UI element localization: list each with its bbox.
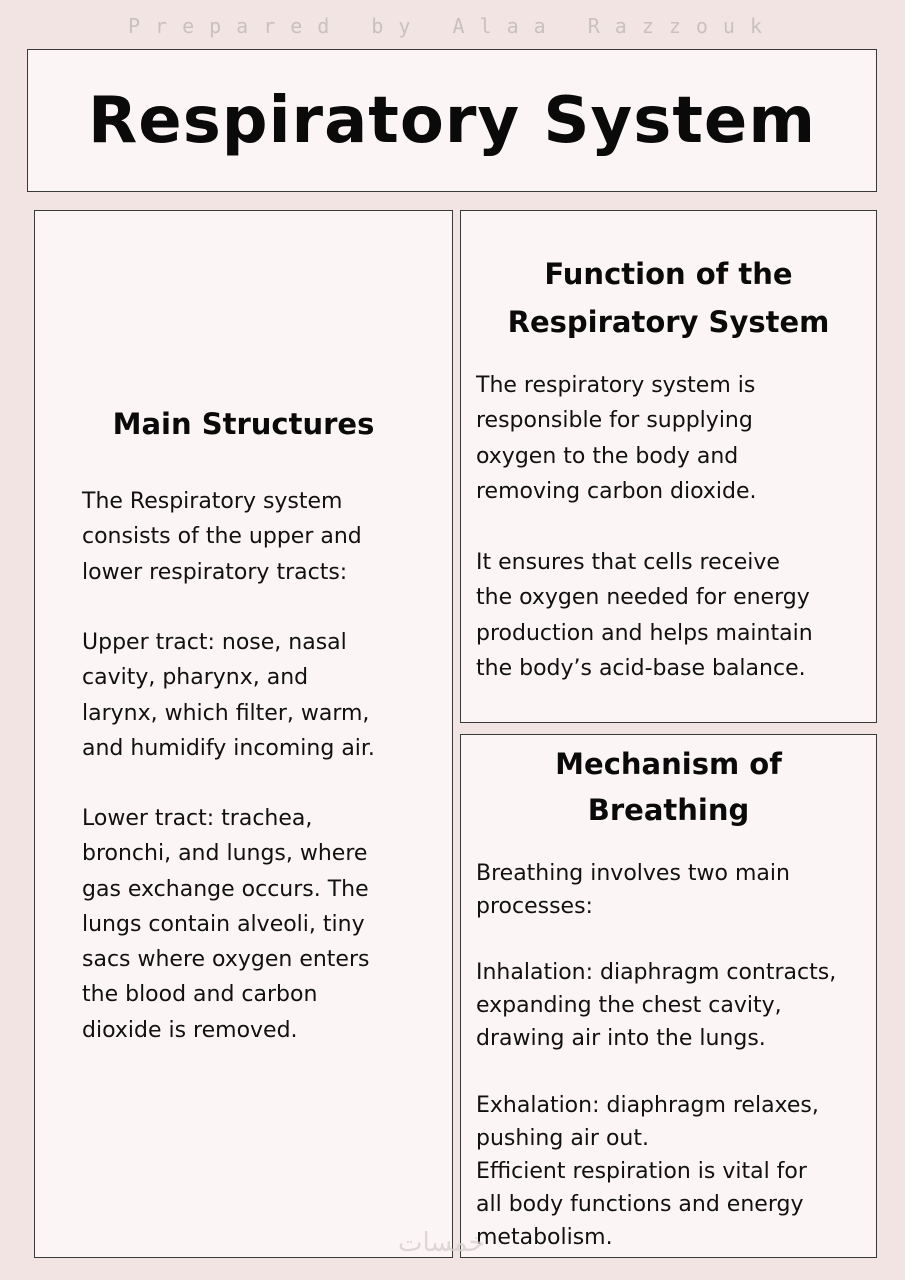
main-structures-panel xyxy=(34,210,453,1258)
title-box xyxy=(27,49,877,192)
main-structures-upper-tract: Upper tract: nose, nasal cavity, pharynx, and larynx, which filter, warm, and humidify incoming air. xyxy=(82,630,375,761)
mechanism-heading-line-1: Mechanism of xyxy=(555,747,782,781)
page-title: Respiratory System xyxy=(88,83,816,158)
main-structures-lower-tract: Lower tract: trachea, bronchi, and lungs, where gas exchange occurs. The lungs contain alveoli, tiny sacs where oxygen enters the blood and carbon dioxide is removed. xyxy=(82,806,370,1043)
function-panel xyxy=(460,210,877,723)
watermark: خمسات xyxy=(398,1228,485,1258)
main-structures-heading: Main Structures xyxy=(112,407,375,441)
function-heading-line-1: Function of the xyxy=(544,257,793,291)
mechanism-heading-line-2: Breathing xyxy=(587,793,750,827)
function-paragraph-1: The respiratory system is responsible for supplying oxygen to the body and removing carbon dioxide. xyxy=(476,373,757,504)
mechanism-intro: Breathing involves two main processes: xyxy=(476,861,790,919)
mechanism-exhalation: Exhalation: diaphragm relaxes, pushing air out. Efficient respiration is vital for all body functions and energy metabolism. xyxy=(476,1093,819,1250)
mechanism-panel xyxy=(460,734,877,1258)
mechanism-inhalation: Inhalation: diaphragm contracts, expanding the chest cavity, drawing air into the lungs. xyxy=(476,960,837,1051)
main-structures-intro: The Respiratory system consists of the upper and lower respiratory tracts: xyxy=(82,489,362,585)
function-paragraph-2: It ensures that cells receive the oxygen needed for energy production and helps maintain the body’s acid-base balance. xyxy=(476,550,813,681)
function-heading-line-2: Respiratory System xyxy=(507,305,830,339)
author-credit: Prepared by Alaa Razzouk xyxy=(128,14,777,38)
